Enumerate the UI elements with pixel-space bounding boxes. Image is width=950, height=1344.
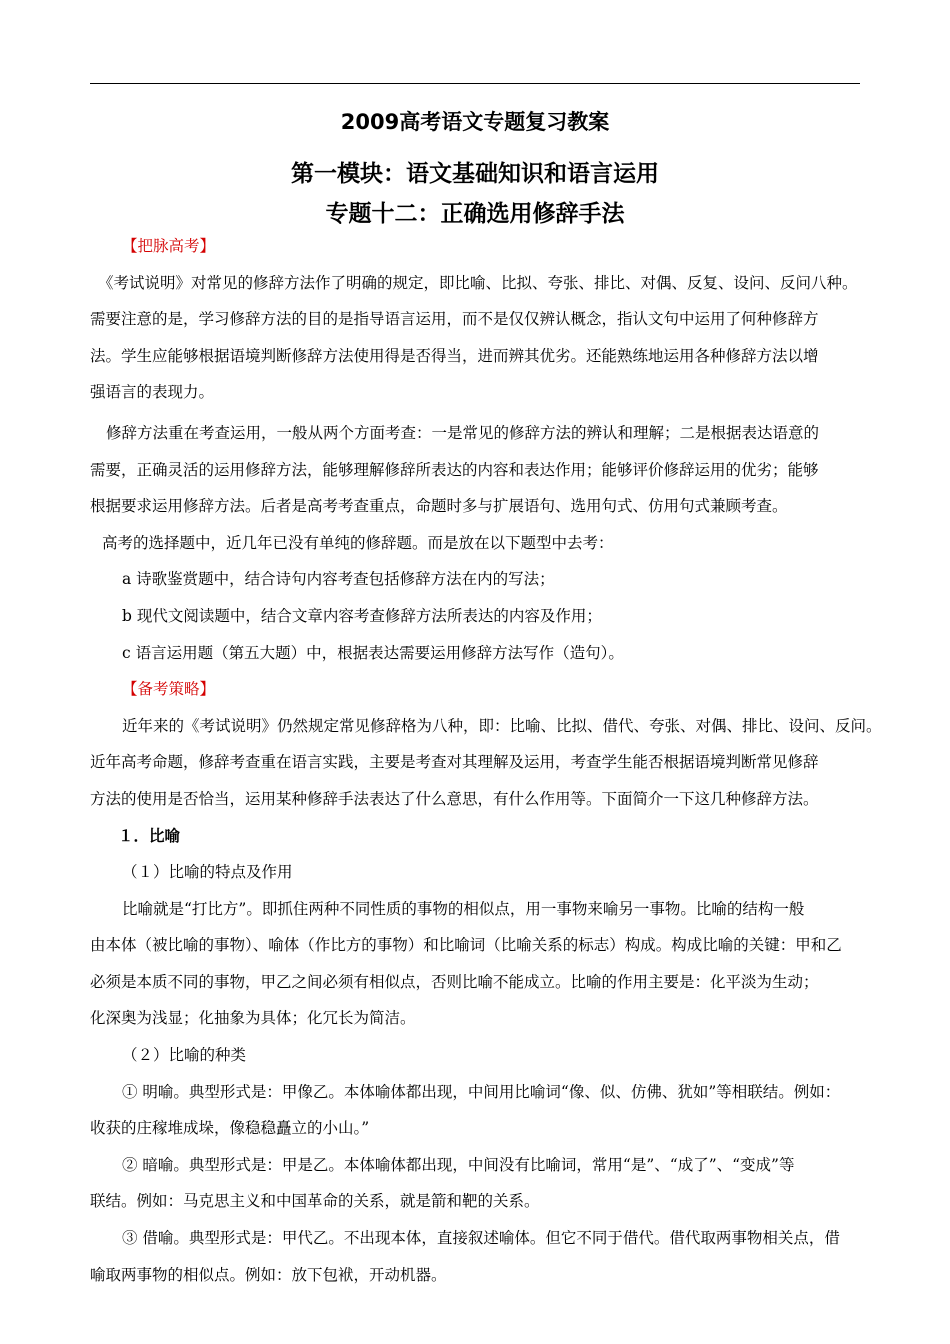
paragraph-line: 需要注意的是，学习修辞方法的目的是指导语言运用，而不是仅仅辨认概念，指认文句中运用了何种修辞方 — [90, 310, 819, 329]
paragraph-line: 高考的选择题中，近几年已没有单纯的修辞题。而是放在以下题型中去考： — [102, 533, 614, 552]
list-item: a 诗歌鉴赏题中，结合诗句内容考查包括修辞方法在内的写法； — [122, 570, 555, 589]
section-heading-exam-strategy: 【备考策略】 — [122, 680, 216, 699]
paragraph-line: ① 明喻。典型形式是：甲像乙。本体喻体都出现，中间用比喻词“像、似、仿佛、犹如”等相联结。例如： — [122, 1082, 841, 1101]
list-item: b 现代文阅读题中，结合文章内容考查修辞方法所表达的内容及作用； — [122, 606, 602, 625]
paragraph-line: ② 暗喻。典型形式是：甲是乙。本体喻体都出现，中间没有比喻词，常用“是”、“成了”、“变成”等 — [122, 1155, 795, 1174]
paragraph-line: ③ 借喻。典型形式是：甲代乙。不出现本体，直接叙述喻体。但它不同于借代。借代取两事物相关点，借 — [122, 1229, 840, 1248]
paragraph-line: 比喻就是“打比方”。即抓住两种不同性质的事物的相似点，用一事物来喻另一事物。比喻的结构一般 — [122, 899, 805, 918]
paragraph-line: 联结。例如：马克思主义和中国革命的关系，就是箭和靶的关系。 — [90, 1192, 540, 1211]
paragraph-line: 必须是本质不同的事物，甲乙之间必须有相似点，否则比喻不能成立。比喻的作用主要是：化平淡为生动； — [90, 972, 819, 991]
paragraph-line: 修辞方法重在考查运用，一般从两个方面考查：一是常见的修辞方法的辨认和理解；二是根据表达语意的 — [106, 423, 820, 442]
header-rule — [90, 83, 860, 84]
topic-title: 专题十二：正确选用修辞手法 — [325, 201, 625, 227]
subsection-heading: （１）比喻的特点及作用 — [122, 863, 293, 882]
module-title: 第一模块：语文基础知识和语言运用 — [291, 161, 659, 187]
paragraph-line: 化深奥为浅显；化抽象为具体；化冗长为简洁。 — [90, 1009, 416, 1028]
paragraph-line: 法。学生应能够根据语境判断修辞方法使用得是否得当，进而辨其优劣。还能熟练地运用各种修辞方法以增 — [90, 346, 819, 365]
paragraph-line: 近年来的《考试说明》仍然规定常见修辞格为八种，即：比喻、比拟、借代、夸张、对偶、排比、设问、反问。 — [122, 716, 882, 735]
document-title: 2009高考语文专题复习教案 — [340, 110, 610, 134]
paragraph-line: 收获的庄稼堆成垛，像稳稳矗立的小山。” — [90, 1119, 370, 1138]
paragraph-line: 近年高考命题，修辞考查重在语言实践，主要是考查对其理解及运用，考查学生能否根据语境判断常见修辞 — [90, 753, 819, 772]
paragraph-line: 方法的使用是否恰当，运用某种修辞手法表达了什么意思，有什么作用等。下面简介一下这几种修辞方法。 — [90, 789, 819, 808]
paragraph-line: 强语言的表现力。 — [90, 383, 215, 402]
paragraph-line: 根据要求运用修辞方法。后者是高考考查重点，命题时多与扩展语句、选用句式、仿用句式兼顾考查。 — [90, 497, 788, 516]
document-body — [90, 228, 882, 1293]
section-heading-exam-analysis: 【把脉高考】 — [122, 237, 216, 255]
subsection-heading: （２）比喻的种类 — [122, 1046, 247, 1065]
subsection-title-metaphor: １．比喻 — [118, 826, 181, 845]
paragraph-line: 《考试说明》对常见的修辞方法作了明确的规定，即比喻、比拟、夸张、排比、对偶、反复、设问、反问八种。 — [98, 273, 858, 292]
list-item: c 语言运用题（第五大题）中，根据表达需要运用修辞方法写作（造句）。 — [122, 643, 624, 662]
paragraph-line: 需要，正确灵活的运用修辞方法，能够理解修辞所表达的内容和表达作用；能够评价修辞运用的优劣；能够 — [90, 460, 819, 479]
paragraph-line: 喻取两事物的相似点。例如：放下包袱，开动机器。 — [90, 1265, 447, 1284]
paragraph-line: 由本体（被比喻的事物）、喻体（作比方的事物）和比喻词（比喻关系的标志）构成。构成比喻的关键：甲和乙 — [90, 936, 842, 955]
